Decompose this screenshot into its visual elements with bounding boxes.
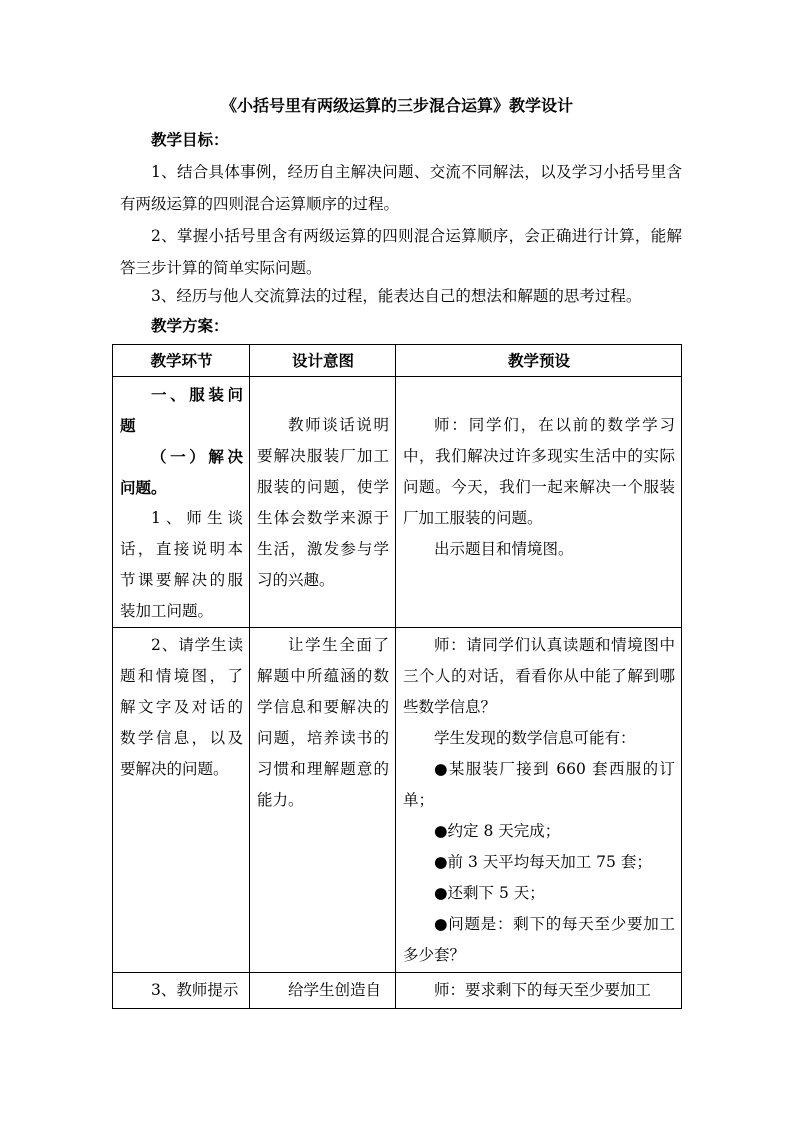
table-row: [113, 628, 682, 973]
stage-text: 3、教师提示: [151, 981, 239, 999]
preset-text: 学生发现的数学信息可能有：: [434, 729, 636, 747]
stage-text: 2、请学生读题和情境图，了解文字及对话的数学信息，以及要解决的问题。: [120, 636, 243, 778]
preset-text: 师：同学们，在以前的数学学习中，我们解决过许多现实生活中的实际问题。今天，我们一起来解决一个服装厂加工服装的问题。: [403, 416, 675, 527]
intent-cell: [250, 377, 396, 628]
table-row: [113, 973, 682, 1009]
preset-text: 师：要求剩下的每天至少要加工: [434, 981, 652, 999]
intent-cell: [250, 628, 396, 973]
preset-bullet: ●前 3 天平均每天加工 75 套；: [434, 853, 652, 871]
stage-cell: [113, 628, 250, 973]
preset-cell: [396, 377, 682, 628]
goals-heading: 教学目标：: [151, 130, 229, 149]
header-intent: 设计意图: [250, 345, 396, 377]
preset-bullet: ●某服装厂接到 660 套西服的订单；: [403, 760, 675, 809]
plan-heading: 教学方案：: [151, 316, 229, 335]
preset-text: 师：请同学们认真读题和情境图中三个人的对话，看看你从中能了解到哪些数学信息？: [403, 636, 675, 716]
section-heading: 一、服装问题: [120, 385, 243, 435]
intent-text: 让学生全面了解题中所蕴涵的数学信息和要解决的问题，培养读书的习惯和理解题意的能力。: [257, 636, 389, 809]
intent-cell: [250, 973, 396, 1009]
table-row: [113, 377, 682, 628]
preset-text: 出示题目和情境图。: [434, 540, 574, 558]
goal-item-1: 1、结合具体事例，经历自主解决问题、交流不同解法，以及学习小括号里含有两级运算的四则混合运算顺序的过程。: [120, 163, 682, 213]
preset-bullet: ●问题是：剩下的每天至少要加工多少套？: [403, 915, 675, 964]
preset-cell: [396, 628, 682, 973]
lesson-plan-table: [112, 344, 682, 1009]
document-title: 《小括号里有两级运算的三步混合运算》教学设计: [220, 96, 573, 115]
preset-bullet: ●还剩下 5 天；: [434, 884, 545, 902]
table-header-row: [113, 345, 682, 377]
preset-cell: [396, 973, 682, 1009]
intent-text: 给学生创造自: [288, 981, 382, 999]
goal-item-3: 3、经历与他人交流算法的过程，能表达自己的想法和解题的思考过程。: [151, 287, 642, 305]
header-preset: 教学预设: [396, 345, 682, 377]
header-stage: 教学环节: [113, 345, 250, 377]
preset-bullet: ●约定 8 天完成；: [434, 822, 561, 840]
subsection-heading: （一）解决问题。: [120, 447, 243, 497]
stage-cell: [113, 377, 250, 628]
intent-text: 教师谈话说明要解决服装厂加工服装的问题，使学生体会数学来源于生活，激发参与学习的兴趣。: [257, 416, 389, 589]
goal-item-2: 2、掌握小括号里含有两级运算的四则混合运算顺序，会正确进行计算，能解答三步计算的简单实际问题。: [120, 227, 682, 277]
stage-text: 1、师生谈话，直接说明本节课要解决的服装加工问题。: [120, 509, 243, 620]
stage-cell: [113, 973, 250, 1009]
